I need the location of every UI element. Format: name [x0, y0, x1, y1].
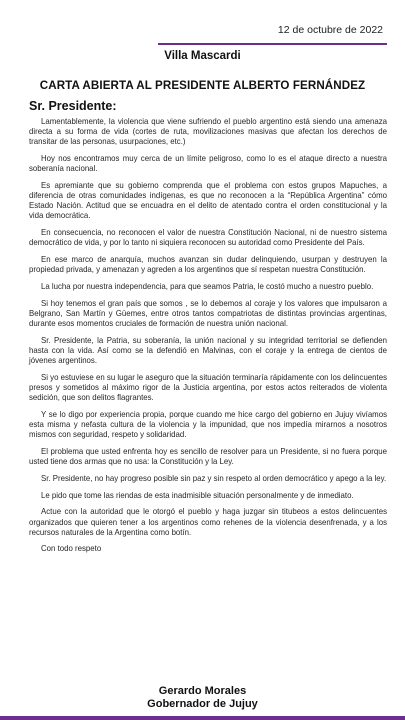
letter-paragraph-13: Le pido que tome las riendas de esta inadmisible situación personalmente y de inmediato. — [41, 490, 354, 500]
header-rule — [158, 43, 387, 45]
letter-paragraph-2: Hoy nos encontramos muy cerca de un límite peligroso, como lo es el ataque directo a nuestra soberanía nacional. — [29, 154, 387, 174]
signature-block — [0, 685, 405, 711]
signature-role: Gobernador de Jujuy — [147, 698, 258, 710]
letter-closing: Con todo respeto — [41, 544, 102, 554]
letter-body — [29, 117, 387, 561]
letter-paragraph-10: Y se lo digo por experiencia propia, porque cuando me hice cargo del gobierno en Jujuy vivíamos esta misma y nefasta cultura de la violencia y la impunidad, que nos impedía mirarnos a nosotros mismos con seguridad, respeto y solidaridad. — [29, 409, 387, 440]
letter-paragraph-3: Es apremiante que su gobierno comprenda que el problema con estos grupos Mapuches, a diferencia de otras comunidades indígenas, es que no reconocen a la “República Argentina” cómo Estado Nación. Actitud que se encuadra en el delito de atentado contra el orden constitucional y la vida democrática. — [29, 180, 387, 221]
letter-salutation: Sr. Presidente: — [29, 99, 117, 113]
letter-paragraph-4: En consecuencia, no reconocen el valor de nuestra Constitución Nacional, ni de nuestro sistema democrático de vida, y por lo tanto ni siquiera reconocen su autoridad como Presidente del País. — [29, 228, 387, 248]
letter-date: 12 de octubre de 2022 — [277, 24, 383, 36]
signature-name: Gerardo Morales — [158, 685, 247, 697]
letter-paragraph-9: Si yo estuviese en su lugar le aseguro que la situación terminaría rápidamente con los delincuentes presos y sometidos al máximo rigor de la Justicia argentina, por estos actos reiterados de violenta sedición, que son delitos flagrantes. — [29, 372, 387, 403]
letter-paragraph-14: Actue con la autoridad que le otorgó el pueblo y haga juzgar sin titubeos a estos delincuentes organizados que quieren tener a los argentinos como rehenes de la violencia desenfrenada, y a los recursos naturales de la Argentina como botín. — [29, 507, 387, 537]
letter-title: CARTA ABIERTA AL PRESIDENTE ALBERTO FERNÁNDEZ — [39, 79, 366, 92]
letter-paragraph-12: Sr. Presidente, no hay progreso posible sin paz y sin respeto al orden democrático y apego a la ley. — [41, 473, 387, 483]
letter-paragraph-5: En ese marco de anarquía, muchos avanzan sin dudar delinquiendo, usurpan y destruyen la propiedad privada, y amenazan y agreden a los argentinos que sí respetan nuestra Constitución. — [29, 255, 387, 275]
footer-bar — [0, 716, 405, 720]
letter-place: Villa Mascardi — [164, 50, 241, 62]
letter-paragraph-8: Sr. Presidente, la Patria, su soberanía, la unión nacional y su integridad territorial se defienden hasta con la vida. Así como se la defendió en Malvinas, con el coraje y la entrega de cientos de jóvenes argentinos. — [29, 335, 387, 366]
letter-paragraph-1: Lamentablemente, la violencia que viene sufriendo el pueblo argentino está siendo una amenaza directa a su forma de vida (cortes de ruta, movilizaciones masivas que afectan los derechos de transitar de las personas, usurpaciones, etc.) — [29, 117, 387, 147]
letter-paragraph-6: La lucha por nuestra independencia, para que seamos Patria, le costó mucho a nuestro pueblo. — [41, 282, 374, 291]
letter-paragraph-7: Si hoy tenemos el gran país que somos , se lo debemos al coraje y los valores que impulsaron a Belgrano, San Martín y Güemes, entre otros tantos compatriotas de distintas provincias argentinas, durante esos momentos cruciales de formación de nuestra unión nacional. — [29, 298, 387, 329]
letter-paragraph-11: El problema que usted enfrenta hoy es sencillo de resolver para un Presidente, si no fuera porque usted tiene dos armas que no usa: la Constitución y la Ley. — [29, 447, 387, 467]
